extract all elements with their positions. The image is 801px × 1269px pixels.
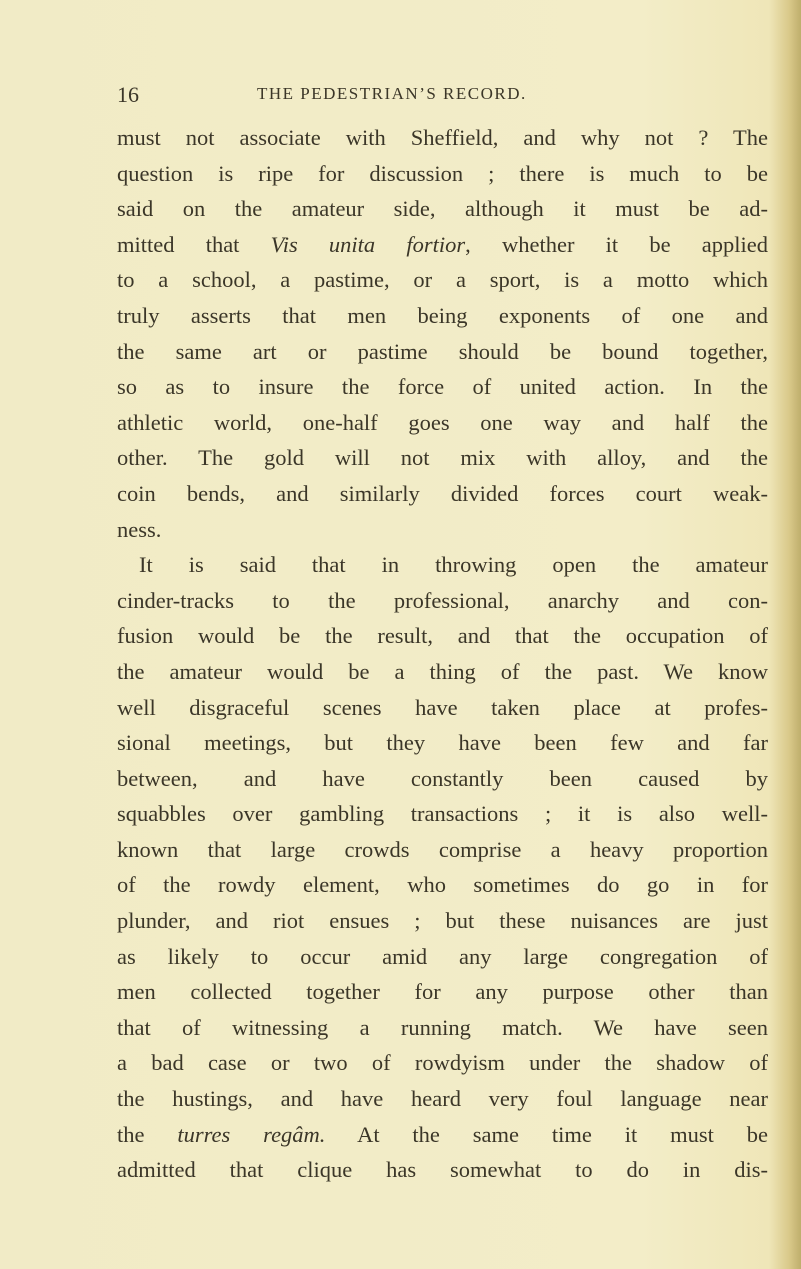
text-run: the amateur would be a thing of the past. We know — [117, 658, 768, 684]
text-run: sional meetings, but they have been few and far — [117, 730, 768, 756]
text-line — [117, 761, 768, 797]
text-line — [117, 867, 768, 903]
body-text — [117, 120, 768, 1188]
text-run: squabbles over gambling transactions ; it is also well- — [117, 801, 768, 827]
text-line — [117, 476, 768, 512]
text-line — [117, 654, 768, 690]
text-run: as likely to occur amid any large congregation of — [117, 943, 768, 969]
text-line — [117, 227, 768, 263]
text-run: to a school, a pastime, or a sport, is a motto which — [117, 267, 768, 293]
text-line — [117, 1117, 768, 1153]
text-line — [117, 1081, 768, 1117]
text-run: admitted that clique has somewhat to do in dis- — [117, 1157, 768, 1183]
page-number: 16 — [117, 82, 139, 107]
text-run: the hustings, and have heard very foul language near — [117, 1086, 768, 1112]
text-line — [117, 547, 768, 583]
text-run: well disgraceful scenes have taken place at profes- — [117, 694, 768, 720]
text-run: At the same time it must be — [325, 1121, 768, 1147]
text-line — [117, 796, 768, 832]
text-run: coin bends, and similarly divided forces court weak- — [117, 480, 768, 506]
text-line — [117, 903, 768, 939]
text-run: the — [117, 1121, 178, 1147]
text-run: of the rowdy element, who sometimes do go in for — [117, 872, 768, 898]
text-run: plunder, and riot ensues ; but these nuisances are just — [117, 908, 768, 934]
text-run: the same art or pastime should be bound together, — [117, 338, 768, 364]
text-line — [117, 939, 768, 975]
text-line — [117, 369, 768, 405]
text-line — [117, 974, 768, 1010]
text-line — [117, 1045, 768, 1081]
text-run: athletic world, one-half goes one way and half the — [117, 409, 768, 435]
text-run: between, and have constantly been caused by — [117, 765, 768, 791]
text-run: It is said that in throwing open the amateur — [139, 552, 768, 578]
text-line — [117, 1010, 768, 1046]
text-line — [117, 440, 768, 476]
text-line — [117, 298, 768, 334]
page-header — [117, 82, 768, 112]
text-run: known that large crowds comprise a heavy proportion — [117, 836, 768, 862]
text-line — [117, 120, 768, 156]
text-run: , whether it be applied — [465, 231, 768, 257]
text-run: other. The gold will not mix with alloy, and the — [117, 445, 768, 471]
text-line — [117, 512, 768, 548]
text-line — [117, 405, 768, 441]
text-run: mitted that — [117, 231, 271, 257]
text-run: a bad case or two of rowdyism under the shadow of — [117, 1050, 768, 1076]
text-line — [117, 725, 768, 761]
text-run: cinder-tracks to the professional, anarchy and con- — [117, 587, 768, 613]
text-line — [117, 690, 768, 726]
text-run: must not associate with Sheffield, and why not ? The — [117, 125, 768, 150]
italic-text: Vis unita fortior — [270, 231, 466, 257]
text-run: said on the amateur side, although it must be ad- — [117, 196, 768, 222]
text-line — [117, 583, 768, 619]
text-run: men collected together for any purpose other than — [117, 979, 768, 1005]
text-run: question is ripe for discussion ; there is much to be — [117, 160, 768, 186]
text-run: so as to insure the force of united action. In the — [117, 374, 768, 400]
text-run: that of witnessing a running match. We have seen — [117, 1014, 768, 1040]
text-line — [117, 191, 768, 227]
text-line — [117, 832, 768, 868]
text-line — [117, 262, 768, 298]
text-line — [117, 618, 768, 654]
text-line — [117, 1152, 768, 1188]
text-line — [117, 156, 768, 192]
text-run: fusion would be the result, and that the occupation of — [117, 623, 768, 649]
text-run: ness. — [117, 516, 162, 542]
text-run: truly asserts that men being exponents of one and — [117, 302, 768, 328]
text-line — [117, 334, 768, 370]
italic-text: turres regâm. — [177, 1121, 326, 1147]
running-title: THE PEDESTRIAN’S RECORD. — [257, 84, 527, 103]
